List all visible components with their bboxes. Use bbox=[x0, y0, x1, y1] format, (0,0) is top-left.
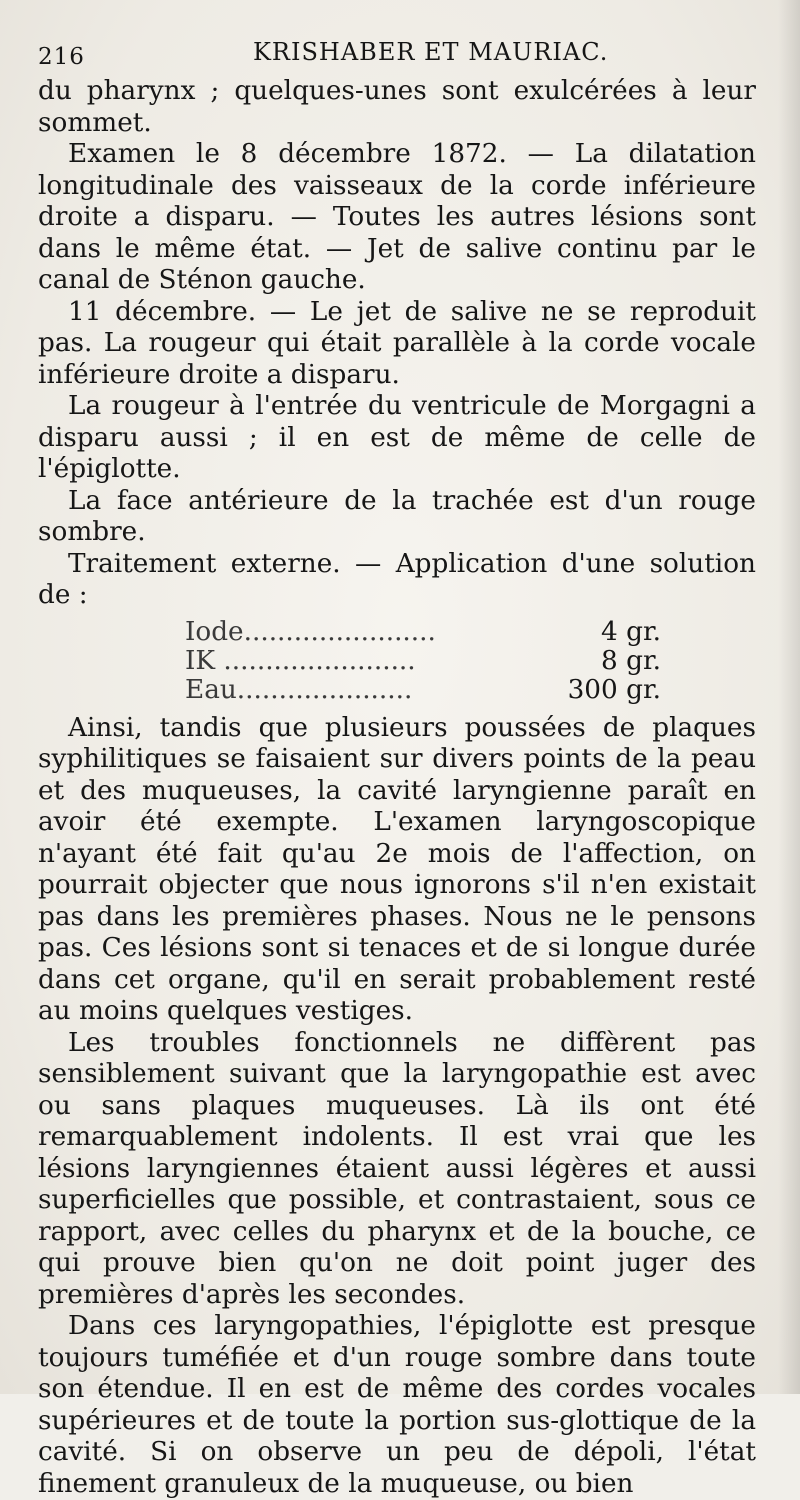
prescription-value: 8 gr. bbox=[601, 645, 661, 676]
paragraph-ainsi: Ainsi, tandis que plusieurs poussées de plaques syphilitiques se faisaient sur divers points de la peau et des muqueuses, la cavité laryngienne paraît en avoir été exempte. L'examen laryngoscopique n'ayant été fait qu'au 2e mois de l'affection, on pourrait objecter que nous ignorons s'il n'en existait pas dans les premières phases. Nous ne le pensons pas. Ces lésions sont si tenaces et de si longue durée dans cet organe, qu'il en serait probablement resté au moins quelques vestiges. bbox=[38, 712, 756, 1026]
prescription-row bbox=[38, 617, 756, 646]
paragraph-11-dec: 11 décembre. — Le jet de salive ne se reproduit pas. La rougeur qui était parallèle à la corde vocale inférieure droite a disparu. bbox=[38, 296, 756, 390]
prescription-row bbox=[38, 646, 756, 675]
body-text bbox=[38, 76, 756, 1500]
prescription-value: 4 gr. bbox=[601, 616, 661, 647]
paragraph-trachea: La face antérieure de la trachée est d'un rouge sombre. bbox=[38, 485, 756, 547]
paragraph-troubles: Les troubles fonctionnels ne diffèrent pas sensiblement suivant que la laryngopathie est avec ou sans plaques muqueuses. Là ils ont été remarquablement indolents. Il est vrai que les lésions laryngiennes étaient aussi légères et aussi superficielles que possible, et contrastaient, sous ce rapport, avec celles du pharynx et de la bouche, ce qui prouve bien qu'on ne doit point juger des premières d'après les secondes. bbox=[38, 1027, 756, 1310]
paragraph-exam-8-dec: Examen le 8 décembre 1872. — La dilatation longitudinale des vaisseaux de la corde inférieure droite a disparu. — Toutes les autres lésions sont dans le même état. — Jet de salive continu par le canal de Sténon gauche. bbox=[38, 139, 756, 295]
paragraph-laryngopathies: Dans ces laryngopathies, l'épiglotte est presque toujours tuméfiée et d'un rouge sombre dans toute son étendue. Il en est de même des cordes vocales supérieures et de toute la portion sus-glottique de la cavité. Si on observe un peu de dépoli, l'état finement granuleux de la muqueuse, ou bien bbox=[38, 1311, 756, 1499]
page-gutter-shadow bbox=[778, 0, 800, 1394]
paragraph-continuation: du pharynx ; quelques-unes sont exulcérées à leur sommet. bbox=[38, 76, 756, 138]
prescription-label-dots: Eau..................... bbox=[185, 674, 413, 705]
paragraph-treatment: Traitement externe. — Application d'une solution de : bbox=[38, 548, 756, 610]
prescription-value: 300 gr. bbox=[567, 674, 661, 705]
prescription-table bbox=[38, 617, 756, 704]
running-title: KRISHABER ET MAURIAC. bbox=[253, 38, 609, 66]
page-header bbox=[38, 38, 758, 78]
prescription-label-dots: Iode....................... bbox=[185, 616, 436, 647]
page-number: 216 bbox=[38, 44, 85, 70]
prescription-row bbox=[38, 675, 756, 704]
prescription-label-dots: IK ....................... bbox=[185, 645, 416, 676]
paragraph-morgagni: La rougeur à l'entrée du ventricule de Morgagni a disparu aussi ; il en est de même de celle de l'épiglotte. bbox=[38, 391, 756, 484]
